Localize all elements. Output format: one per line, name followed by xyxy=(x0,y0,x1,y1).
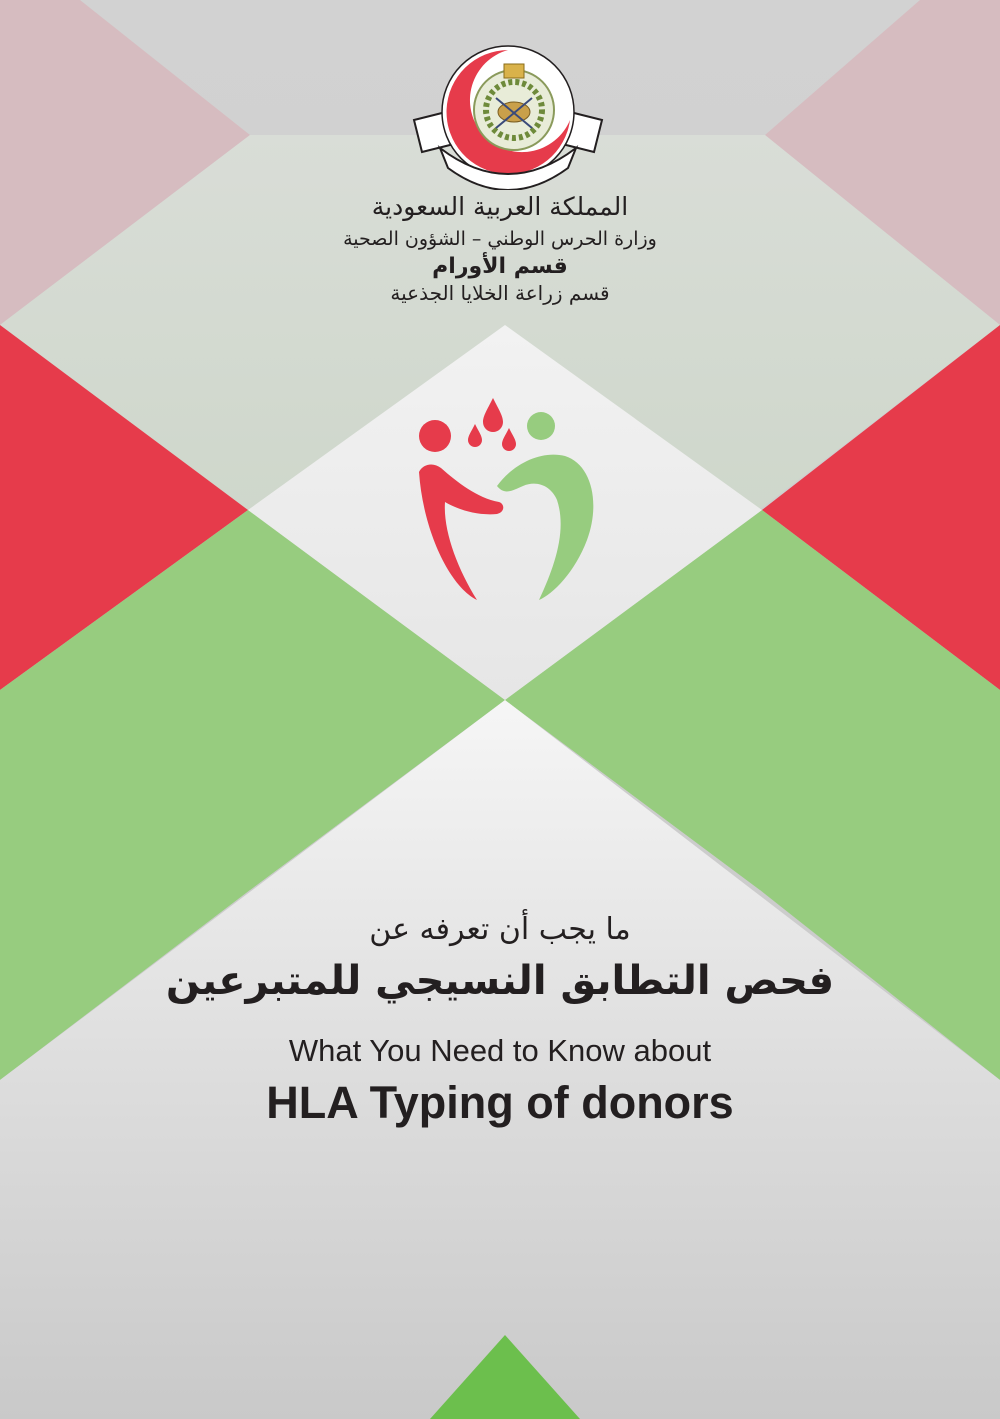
donor-people-icon xyxy=(405,390,605,610)
english-intro-text: What You Need to Know about xyxy=(288,1033,712,1068)
ministry-name: وزارة الحرس الوطني – الشؤون الصحية xyxy=(343,228,657,250)
department-name: قسم الأورام xyxy=(432,254,568,279)
crescent-emblem-icon xyxy=(410,40,606,190)
arabic-main-title: فحص التطابق النسيجي للمتبرعين xyxy=(165,958,835,1004)
country-name: المملكة العربية السعودية xyxy=(371,192,629,221)
section-name: قسم زراعة الخلايا الجذعية xyxy=(390,281,610,305)
arabic-intro-text: ما يجب أن تعرفه عن xyxy=(369,912,631,947)
english-main-title: HLA Typing of donors xyxy=(266,1077,734,1128)
